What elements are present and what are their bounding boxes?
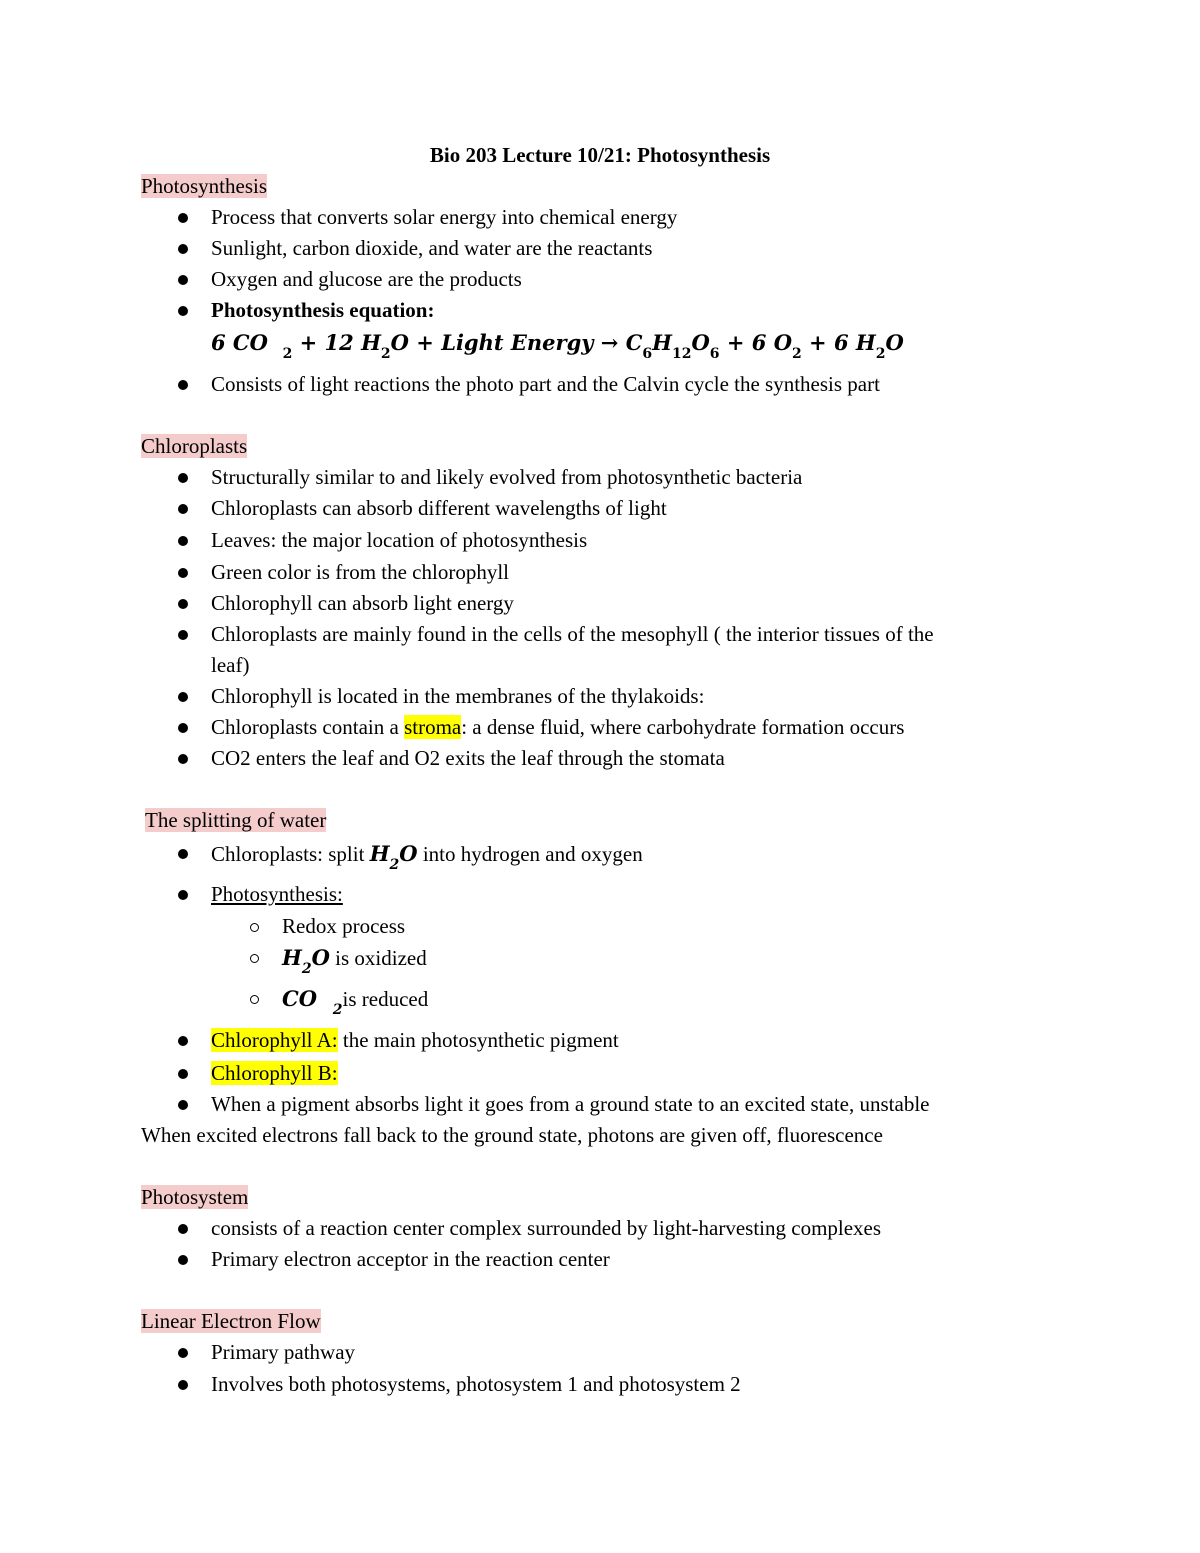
list-item: Photosynthesis: <box>211 882 343 906</box>
bullet-icon <box>178 504 188 514</box>
section-heading-chloroplasts: Chloroplasts <box>141 434 248 458</box>
list-item: Chlorophyll B: <box>211 1061 338 1085</box>
list-item: Involves both photosystems, photosystem 1 and photosystem 2 <box>211 1372 741 1396</box>
list-item: Chlorophyll can absorb light energy <box>211 591 514 615</box>
list-item: Structurally similar to and likely evolved from photosynthetic bacteria <box>211 465 803 489</box>
list-item-continuation: leaf) <box>211 653 250 677</box>
list-item: When a pigment absorbs light it goes from a ground state to an excited state, unstable <box>211 1092 930 1116</box>
bullet-icon <box>178 630 188 640</box>
bullet-icon <box>178 723 188 733</box>
bullet-icon <box>178 1069 188 1079</box>
list-item: consists of a reaction center complex surrounded by light-harvesting complexes <box>211 1216 882 1240</box>
list-item: Chloroplasts can absorb different wavelengths of light <box>211 496 667 520</box>
bullet-icon <box>178 692 188 702</box>
section-heading-linear-electron-flow: Linear Electron Flow <box>141 1309 321 1333</box>
photosynthesis-equation: 6 CO $_2$ + 12 $H_2O$ + Light Energy → $C_6H_{12}O_6 + 6$ $O_2 + 6$ $H_2O$ <box>211 330 904 362</box>
list-item: Green color is from the chlorophyll <box>211 560 509 584</box>
sub-bullet-icon <box>250 954 259 963</box>
bullet-icon <box>178 306 188 316</box>
bullet-icon <box>178 1036 188 1046</box>
bullet-icon <box>178 849 188 859</box>
sub-list-item: Redox process <box>282 914 406 938</box>
bullet-icon <box>178 380 188 390</box>
sub-bullet-icon <box>250 923 259 932</box>
bullet-icon <box>178 568 188 578</box>
list-item: Chloroplasts are mainly found in the cells of the mesophyll ( the interior tissues of the <box>211 622 934 646</box>
list-item: Oxygen and glucose are the products <box>211 267 522 291</box>
section-heading-photosystem: Photosystem <box>141 1185 249 1209</box>
highlighted-term: stroma <box>404 715 462 739</box>
bullet-icon <box>178 1224 188 1234</box>
list-item: Primary electron acceptor in the reaction center <box>211 1247 610 1271</box>
bullet-icon <box>178 473 188 483</box>
list-item: CO2 enters the leaf and O2 exits the leaf through the stomata <box>211 746 725 770</box>
bullet-icon <box>178 1348 188 1358</box>
list-item: Chlorophyll is located in the membranes of the thylakoids: <box>211 684 705 708</box>
bullet-icon <box>178 599 188 609</box>
section-heading-splitting-water: The splitting of water <box>145 808 327 832</box>
bullet-icon <box>178 536 188 546</box>
sub-bullet-icon <box>250 995 259 1004</box>
section-heading-photosynthesis: Photosynthesis <box>141 174 268 198</box>
list-item: Photosynthesis equation: <box>211 298 435 322</box>
list-item: Process that converts solar energy into chemical energy <box>211 205 678 229</box>
bullet-icon <box>178 1100 188 1110</box>
list-item: Sunlight, carbon dioxide, and water are the reactants <box>211 236 653 260</box>
sub-list-item: CO $_2$is reduced <box>282 986 429 1018</box>
bullet-icon <box>178 1255 188 1265</box>
list-item: Chloroplasts: split $H_2O$ into hydrogen and oxygen <box>211 841 643 873</box>
list-item: Primary pathway <box>211 1340 356 1364</box>
bullet-icon <box>178 213 188 223</box>
bullet-icon <box>178 754 188 764</box>
bullet-icon <box>178 1380 188 1390</box>
bullet-icon <box>178 890 188 900</box>
list-item: Leaves: the major location of photosynthesis <box>211 528 588 552</box>
bullet-icon <box>178 275 188 285</box>
bullet-icon <box>178 244 188 254</box>
page-title: Bio 203 Lecture 10/21: Photosynthesis <box>429 143 771 167</box>
sub-list-item: $H_2O$ is oxidized <box>282 945 427 977</box>
list-item: Consists of light reactions the photo part and the Calvin cycle the synthesis part <box>211 372 880 396</box>
list-item: Chloroplasts contain a stroma: a dense fluid, where carbohydrate formation occurs <box>211 715 905 739</box>
paragraph-text: When excited electrons fall back to the ground state, photons are given off, fluorescence <box>141 1123 883 1147</box>
list-item: Chlorophyll A: the main photosynthetic pigment <box>211 1028 619 1052</box>
